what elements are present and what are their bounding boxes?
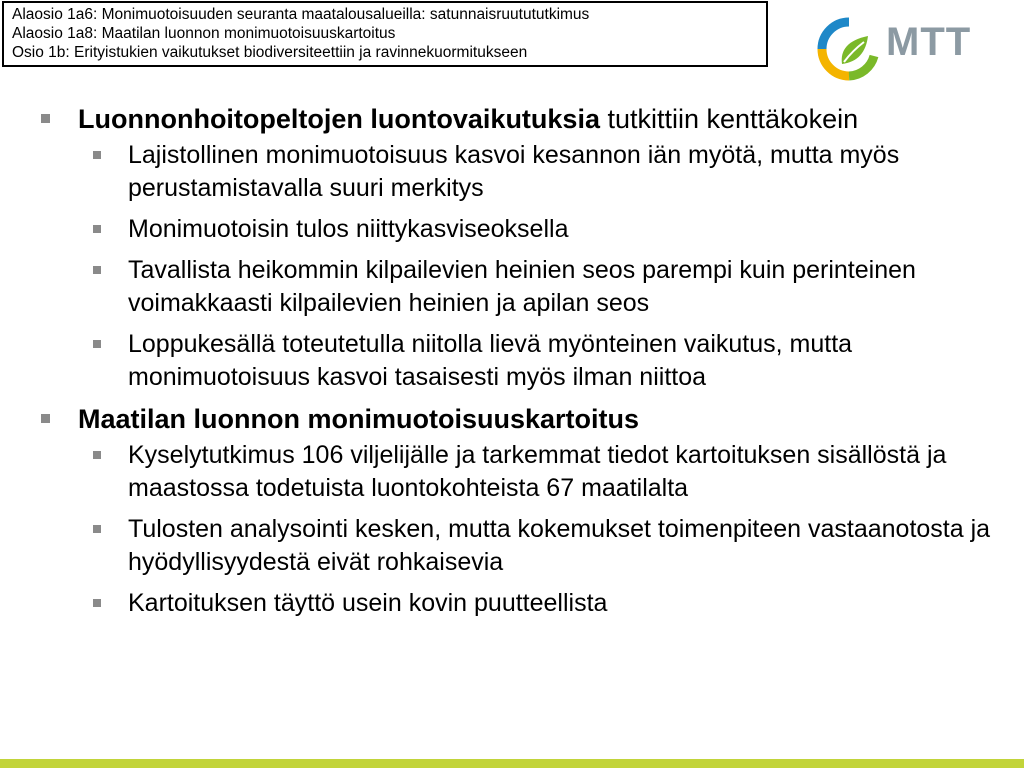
header-line-1: Alaosio 1a6: Monimuotoisuuden seuranta maatalousalueilla: satunnaisruutututkimus [12, 6, 590, 23]
bullet-level1-item [38, 102, 1018, 137]
bullet-level2-item [38, 254, 1018, 320]
square-bullet-icon [41, 114, 50, 123]
header-line-2: Alaosio 1a8: Maatilan luonnon monimuotoisuuskartoitus [12, 25, 396, 42]
square-bullet-icon [93, 525, 101, 533]
section-heading: Maatilan luonnon monimuotoisuuskartoitus [78, 404, 640, 434]
bullet-level2-item [38, 439, 1018, 505]
square-bullet-icon [93, 451, 101, 459]
header-box [2, 1, 768, 67]
square-bullet-icon [41, 414, 50, 423]
list-item-text: Lajistollinen monimuotoisuus kasvoi kesannon iän myötä, mutta myös perustamistavalla suuri merkitys [128, 141, 900, 202]
section-heading-rest: tutkittiin kenttäkokein [599, 104, 859, 134]
square-bullet-icon [93, 151, 101, 159]
list-item-text: Kartoituksen täyttö usein kovin puutteellista [128, 589, 608, 617]
list-item-text: Tavallista heikommin kilpailevien heinien seos parempi kuin perinteinen voimakkaasti kilpailevien heinien ja apilan seos [128, 256, 916, 317]
bullet-level2-item [38, 139, 1018, 205]
mtt-leaf-logo-icon [814, 14, 884, 84]
logo-text: MTT [886, 20, 972, 64]
list-item-text: Tulosten analysointi kesken, mutta kokemukset toimenpiteen vastaanotosta ja hyödyllisyydestä eivät rohkaisevia [128, 515, 991, 576]
header-line-3: Osio 1b: Erityistukien vaikutukset biodiversiteettiin ja ravinnekuormitukseen [12, 44, 528, 61]
bullet-level2-item [38, 328, 1018, 394]
section-heading: Luonnonhoitopeltojen luontovaikutuksia [78, 104, 600, 134]
mtt-logo [814, 14, 994, 94]
list-item-text: Monimuotoisin tulos niittykasviseoksella [128, 215, 569, 243]
square-bullet-icon [93, 340, 101, 348]
square-bullet-icon [93, 266, 101, 274]
bullet-level2-item [38, 213, 1018, 246]
slide-content [38, 102, 1018, 628]
bottom-accent-bar [0, 759, 1024, 768]
list-item-text: Loppukesällä toteutetulla niitolla lievä myönteinen vaikutus, mutta monimuotoisuus kasvoi tasaisesti myös ilman niittoa [128, 330, 853, 391]
square-bullet-icon [93, 225, 101, 233]
list-item-text: Kyselytutkimus 106 viljelijälle ja tarkemmat tiedot kartoituksen sisällöstä ja maastossa todetuista luontokohteista 67 maatilalta [128, 441, 947, 502]
square-bullet-icon [93, 599, 101, 607]
bullet-level1-item [38, 402, 1018, 437]
bullet-level2-item [38, 587, 1018, 620]
bullet-level2-item [38, 513, 1018, 579]
